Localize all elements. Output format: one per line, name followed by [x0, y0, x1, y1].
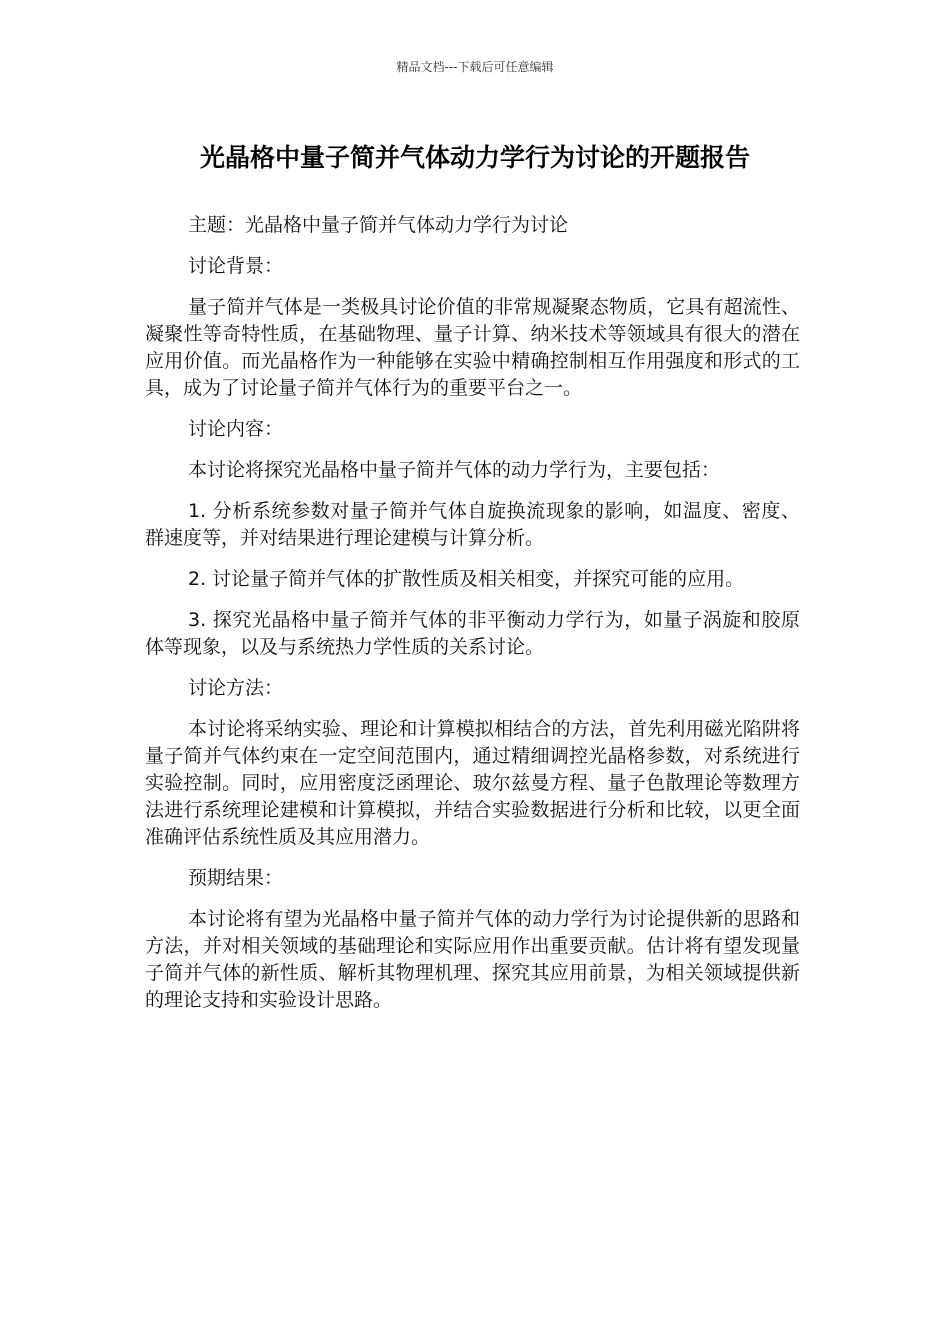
document-title: 光晶格中量子简并气体动力学行为讨论的开题报告	[199, 143, 750, 172]
method-paragraph: 本讨论将采纳实验、理论和计算模拟相结合的方法，首先利用磁光陷阱将量子简并气体约束在一定空间范围内，通过精细调控光晶格参数，对系统进行实验控制。同时，应用密度泛函理论、玻尔兹曼方程、量子色散理论等数理方法进行系统理论建模和计算模拟，并结合实验数据进行分析和比较，以更全面准确评估系统性质及其应用潜力。	[145, 718, 800, 848]
section-heading-content: 讨论内容：	[188, 418, 284, 440]
expected-results-paragraph: 本讨论将有望为光晶格中量子简并气体的动力学行为讨论提供新的思路和方法，并对相关领域的基础理论和实际应用作出重要贡献。估计将有望发现量子简并气体的新性质、解析其物理机理、探究其应用前景，为相关领域提供新的理论支持和实验设计思路。	[145, 908, 800, 1011]
section-heading-expected-results: 预期结果：	[188, 867, 284, 889]
content-item-2: 2. 讨论量子简并气体的扩散性质及相关相变，并探究可能的应用。	[188, 568, 745, 590]
content-intro-paragraph: 本讨论将探究光晶格中量子简并气体的动力学行为，主要包括：	[188, 459, 721, 481]
section-heading-method: 讨论方法：	[188, 677, 284, 699]
content-item-3: 3. 探究光晶格中量子简并气体的非平衡动力学行为，如量子涡旋和胶原体等现象，以及与系统热力学性质的关系讨论。	[145, 609, 800, 658]
content-item-1: 1. 分析系统参数对量子简并气体自旋换流现象的影响，如温度、密度、群速度等，并对结果进行理论建模与计算分析。	[145, 500, 800, 549]
document-body	[145, 212, 800, 1028]
topic-line: 主题：光晶格中量子简并气体动力学行为讨论	[188, 214, 569, 236]
background-paragraph: 量子简并气体是一类极具讨论价值的非常规凝聚态物质，它具有超流性、凝聚性等奇特性质，在基础物理、量子计算、纳米技术等领域具有很大的潜在应用价值。而光晶格作为一种能够在实验中精确控制相互作用强度和形式的工具，成为了讨论量子简并气体行为的重要平台之一。	[145, 296, 800, 399]
page-header-note: 精品文档---下载后可任意编辑	[396, 60, 554, 74]
section-heading-background: 讨论背景：	[188, 255, 284, 277]
